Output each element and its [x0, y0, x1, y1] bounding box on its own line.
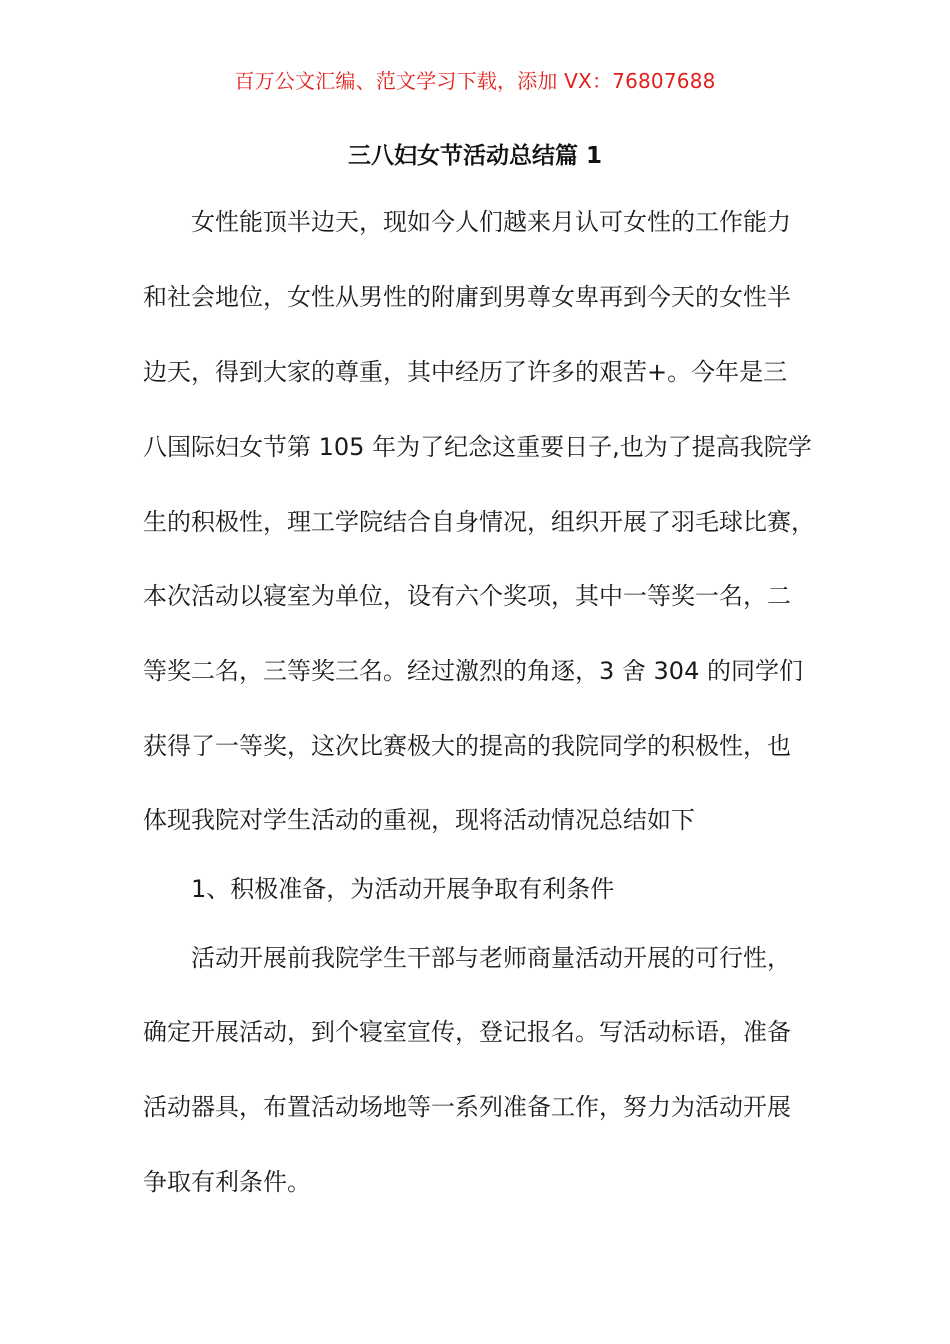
paragraph-line: 争取有利条件。	[143, 1168, 311, 1196]
paragraph-line: 女性能顶半边天，现如今人们越来月认可女性的工作能力	[191, 208, 791, 236]
paragraph-line: 本次活动以寝室为单位，设有六个奖项，其中一等奖一名，二	[143, 582, 791, 610]
paragraph-line: 确定开展活动，到个寝室宣传，登记报名。写活动标语，准备	[143, 1018, 791, 1046]
paragraph-line: 获得了一等奖，这次比赛极大的提高的我院同学的积极性，也	[143, 732, 791, 760]
paragraph-line: 生的积极性，理工学院结合自身情况，组织开展了羽毛球比赛，	[143, 508, 815, 536]
paragraph-line: 和社会地位，女性从男性的附庸到男尊女卑再到今天的女性半	[143, 283, 791, 311]
section-heading: 1、积极准备，为活动开展争取有利条件	[191, 875, 615, 903]
paragraph-line: 活动开展前我院学生干部与老师商量活动开展的可行性，	[191, 944, 791, 972]
header-banner: 百万公文汇编、范文学习下载，添加 VX：76807688	[234, 69, 716, 93]
paragraph-line: 活动器具，布置活动场地等一系列准备工作，努力为活动开展	[143, 1093, 791, 1121]
paragraph-line: 八国际妇女节第 105 年为了纪念这重要日子,也为了提高我院学	[143, 433, 812, 461]
paragraph-line: 体现我院对学生活动的重视，现将活动情况总结如下	[143, 806, 695, 834]
paragraph-line: 等奖二名，三等奖三名。经过激烈的角逐，3 舍 304 的同学们	[143, 657, 803, 685]
paragraph-line: 边天，得到大家的尊重，其中经历了许多的艰苦+。今年是三	[143, 358, 788, 386]
document-title: 三八妇女节活动总结篇 1	[347, 143, 602, 169]
